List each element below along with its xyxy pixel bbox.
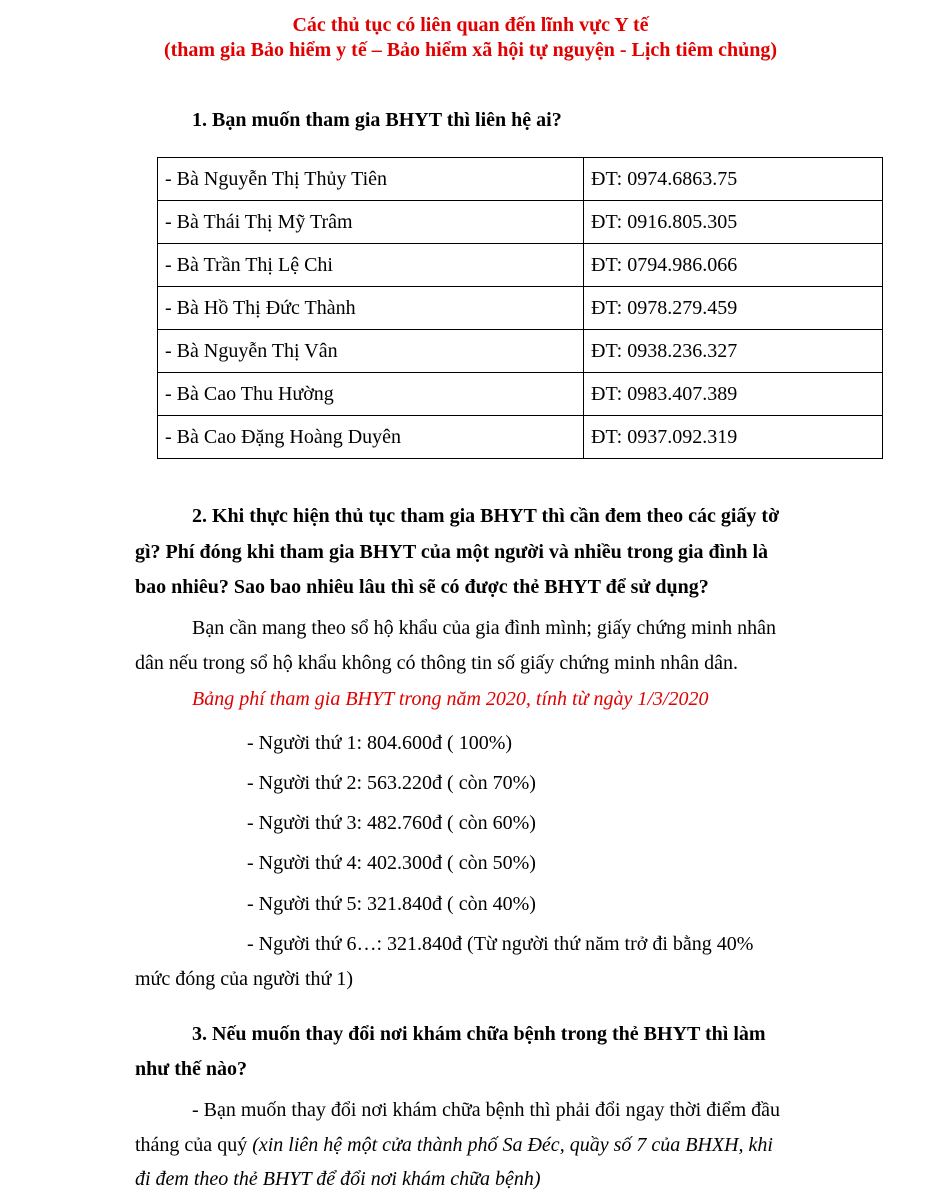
- section-1-heading: 1. Bạn muốn tham gia BHYT thì liên hệ ai?: [192, 109, 562, 131]
- table-row: [158, 158, 883, 201]
- section-3-paragraph-plain: tháng của quý: [135, 1134, 253, 1156]
- section-3-heading-line-1: 3. Nếu muốn thay đổi nơi khám chữa bệnh trong thẻ BHYT thì làm: [192, 1023, 766, 1045]
- section-2-paragraph-line-1: Bạn cần mang theo sổ hộ khẩu của gia đình mình; giấy chứng minh nhân: [192, 617, 777, 639]
- section-3-paragraph-line-3: đi đem theo thẻ BHYT để đổi nơi khám chữa bệnh): [135, 1168, 541, 1190]
- section-3-paragraph-line-2: [135, 1134, 773, 1157]
- contact-name: - Bà Cao Thu Hường: [158, 373, 584, 416]
- section-3-paragraph-line-1: - Bạn muốn thay đổi nơi khám chữa bệnh thì phải đổi ngay thời điểm đầu: [192, 1099, 780, 1121]
- contact-phone: ĐT: 0983.407.389: [584, 373, 883, 416]
- fee-item-6-line-1: - Người thứ 6…: 321.840đ (Từ người thứ năm trở đi bằng 40%: [247, 933, 754, 955]
- table-row: [158, 244, 883, 287]
- fee-item: - Người thứ 1: 804.600đ ( 100%): [247, 732, 513, 754]
- contact-name: - Bà Nguyễn Thị Vân: [158, 330, 584, 373]
- fee-item: - Người thứ 3: 482.760đ ( còn 60%): [247, 812, 536, 834]
- table-row: [158, 373, 883, 416]
- contact-name: - Bà Hồ Thị Đức Thành: [158, 287, 584, 330]
- contacts-table: [157, 157, 883, 459]
- contact-name: - Bà Trần Thị Lệ Chi: [158, 244, 584, 287]
- table-row: [158, 330, 883, 373]
- table-row: [158, 416, 883, 459]
- section-3-heading-line-2: như thế nào?: [135, 1058, 248, 1080]
- contact-phone: ĐT: 0794.986.066: [584, 244, 883, 287]
- fee-table-caption: Bảng phí tham gia BHYT trong năm 2020, tính từ ngày 1/3/2020: [192, 688, 709, 710]
- document-title: Các thủ tục có liên quan đến lĩnh vực Y tế: [292, 14, 649, 36]
- table-row: [158, 201, 883, 244]
- contact-name: - Bà Nguyễn Thị Thủy Tiên: [158, 158, 584, 201]
- contact-phone: ĐT: 0916.805.305: [584, 201, 883, 244]
- section-2-heading-line-3: bao nhiêu? Sao bao nhiêu lâu thì sẽ có được thẻ BHYT để sử dụng?: [135, 576, 709, 598]
- contact-name: - Bà Thái Thị Mỹ Trâm: [158, 201, 584, 244]
- fee-item: - Người thứ 4: 402.300đ ( còn 50%): [247, 852, 536, 874]
- section-2-heading-line-2: gì? Phí đóng khi tham gia BHYT của một người và nhiều trong gia đình là: [135, 541, 769, 563]
- document-subtitle: (tham gia Bảo hiểm y tế – Bảo hiểm xã hội tự nguyện - Lịch tiêm chủng): [163, 39, 778, 61]
- section-2-heading-line-1: 2. Khi thực hiện thủ tục tham gia BHYT thì cần đem theo các giấy tờ: [192, 505, 780, 527]
- contact-phone: ĐT: 0974.6863.75: [584, 158, 883, 201]
- contact-name: - Bà Cao Đặng Hoàng Duyên: [158, 416, 584, 459]
- fee-item-6-line-2: mức đóng của người thứ 1): [135, 968, 354, 990]
- section-3-paragraph-italic: (xin liên hệ một cửa thành phố Sa Đéc, quầy số 7 của BHXH, khi: [252, 1134, 773, 1156]
- section-2-paragraph-line-2: dân nếu trong sổ hộ khẩu không có thông tin số giấy chứng minh nhân dân.: [135, 652, 738, 674]
- contact-phone: ĐT: 0978.279.459: [584, 287, 883, 330]
- contact-phone: ĐT: 0938.236.327: [584, 330, 883, 373]
- contact-phone: ĐT: 0937.092.319: [584, 416, 883, 459]
- fee-item: - Người thứ 2: 563.220đ ( còn 70%): [247, 772, 536, 794]
- fee-item: - Người thứ 5: 321.840đ ( còn 40%): [247, 893, 536, 915]
- table-row: [158, 287, 883, 330]
